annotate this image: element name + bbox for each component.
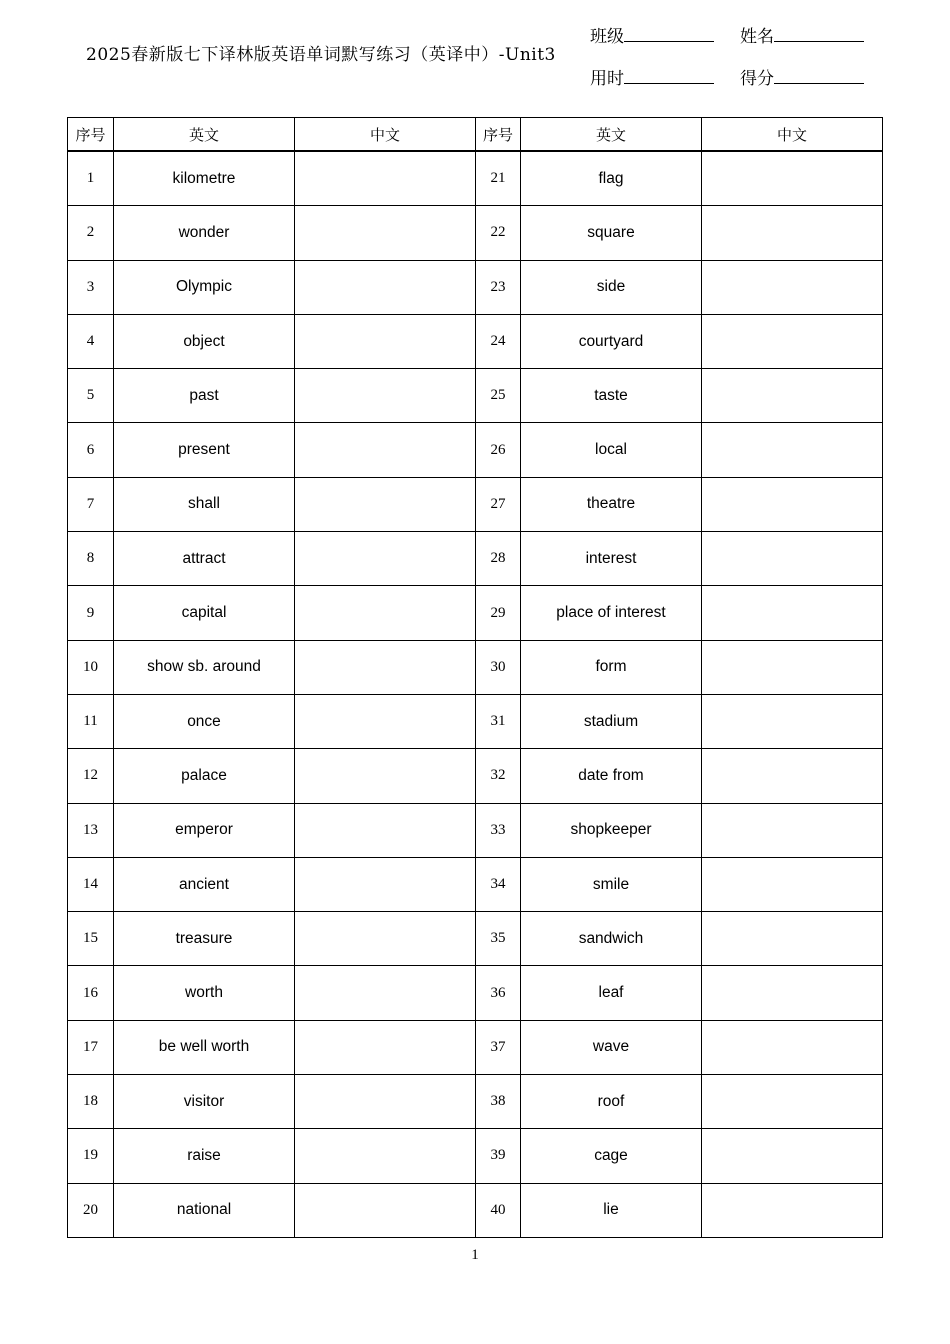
- header-english-left: 英文: [114, 118, 295, 152]
- english-word-right: square: [521, 206, 702, 260]
- chinese-answer-left[interactable]: [295, 966, 476, 1020]
- score-blank-line[interactable]: [774, 67, 864, 84]
- chinese-answer-left[interactable]: [295, 1020, 476, 1074]
- row-number-left: 5: [68, 369, 114, 423]
- english-word-left: emperor: [114, 803, 295, 857]
- row-number-right: 34: [476, 857, 521, 911]
- table-row: [68, 314, 883, 368]
- chinese-answer-left[interactable]: [295, 369, 476, 423]
- table-row: [68, 151, 883, 206]
- english-word-left: past: [114, 369, 295, 423]
- chinese-answer-left[interactable]: [295, 857, 476, 911]
- table-row: [68, 586, 883, 640]
- english-word-left: visitor: [114, 1075, 295, 1129]
- row-number-right: 30: [476, 640, 521, 694]
- table-row: [68, 1020, 883, 1074]
- english-word-right: theatre: [521, 477, 702, 531]
- table-row: [68, 1129, 883, 1183]
- row-number-right: 39: [476, 1129, 521, 1183]
- english-word-right: leaf: [521, 966, 702, 1020]
- row-number-right: 21: [476, 151, 521, 206]
- chinese-answer-left[interactable]: [295, 206, 476, 260]
- english-word-right: taste: [521, 369, 702, 423]
- english-word-left: palace: [114, 749, 295, 803]
- table-row: [68, 694, 883, 748]
- row-number-right: 28: [476, 532, 521, 586]
- header-chinese-right: 中文: [702, 118, 883, 152]
- header-number-right: 序号: [476, 118, 521, 152]
- vocabulary-table: [67, 117, 883, 1238]
- row-number-right: 27: [476, 477, 521, 531]
- chinese-answer-right[interactable]: [702, 532, 883, 586]
- english-word-left: raise: [114, 1129, 295, 1183]
- table-header-row: [68, 118, 883, 152]
- chinese-answer-right[interactable]: [702, 260, 883, 314]
- class-field: [590, 22, 714, 47]
- english-word-left: be well worth: [114, 1020, 295, 1074]
- english-word-right: lie: [521, 1183, 702, 1237]
- chinese-answer-right[interactable]: [702, 206, 883, 260]
- english-word-right: sandwich: [521, 912, 702, 966]
- english-word-left: present: [114, 423, 295, 477]
- english-word-right: flag: [521, 151, 702, 206]
- row-number-left: 13: [68, 803, 114, 857]
- row-number-right: 23: [476, 260, 521, 314]
- table-row: [68, 477, 883, 531]
- row-number-right: 37: [476, 1020, 521, 1074]
- header-number-left: 序号: [68, 118, 114, 152]
- english-word-right: date from: [521, 749, 702, 803]
- table-row: [68, 1183, 883, 1237]
- chinese-answer-left[interactable]: [295, 1129, 476, 1183]
- time-blank-line[interactable]: [624, 67, 714, 84]
- chinese-answer-right[interactable]: [702, 369, 883, 423]
- chinese-answer-left[interactable]: [295, 260, 476, 314]
- row-number-left: 7: [68, 477, 114, 531]
- row-number-right: 25: [476, 369, 521, 423]
- table-row: [68, 857, 883, 911]
- english-word-right: shopkeeper: [521, 803, 702, 857]
- chinese-answer-left[interactable]: [295, 640, 476, 694]
- chinese-answer-left[interactable]: [295, 694, 476, 748]
- english-word-left: Olympic: [114, 260, 295, 314]
- chinese-answer-left[interactable]: [295, 912, 476, 966]
- name-blank-line[interactable]: [774, 25, 864, 42]
- table-row: [68, 749, 883, 803]
- chinese-answer-left[interactable]: [295, 423, 476, 477]
- table-row: [68, 1075, 883, 1129]
- score-label: 得分: [740, 69, 774, 89]
- row-number-right: 26: [476, 423, 521, 477]
- row-number-left: 15: [68, 912, 114, 966]
- english-word-left: national: [114, 1183, 295, 1237]
- row-number-right: 36: [476, 966, 521, 1020]
- row-number-left: 6: [68, 423, 114, 477]
- table-row: [68, 369, 883, 423]
- english-word-right: place of interest: [521, 586, 702, 640]
- row-number-left: 2: [68, 206, 114, 260]
- row-number-right: 33: [476, 803, 521, 857]
- header-chinese-left: 中文: [295, 118, 476, 152]
- english-word-right: wave: [521, 1020, 702, 1074]
- row-number-right: 22: [476, 206, 521, 260]
- time-label: 用时: [590, 69, 624, 89]
- score-field: [740, 64, 864, 89]
- row-number-left: 3: [68, 260, 114, 314]
- english-word-right: interest: [521, 532, 702, 586]
- chinese-answer-right[interactable]: [702, 423, 883, 477]
- chinese-answer-right[interactable]: [702, 857, 883, 911]
- table-row: [68, 206, 883, 260]
- row-number-right: 38: [476, 1075, 521, 1129]
- english-word-right: cage: [521, 1129, 702, 1183]
- chinese-answer-left[interactable]: [295, 1183, 476, 1237]
- english-word-right: smile: [521, 857, 702, 911]
- table-row: [68, 912, 883, 966]
- name-label: 姓名: [740, 27, 774, 47]
- class-blank-line[interactable]: [624, 25, 714, 42]
- chinese-answer-right[interactable]: [702, 640, 883, 694]
- table-row: [68, 260, 883, 314]
- row-number-right: 29: [476, 586, 521, 640]
- time-field: [590, 64, 714, 89]
- english-word-left: kilometre: [114, 151, 295, 206]
- chinese-answer-right[interactable]: [702, 314, 883, 368]
- row-number-right: 31: [476, 694, 521, 748]
- name-field: [740, 22, 864, 47]
- chinese-answer-right[interactable]: [702, 151, 883, 206]
- row-number-left: 12: [68, 749, 114, 803]
- row-number-right: 35: [476, 912, 521, 966]
- chinese-answer-right[interactable]: [702, 1075, 883, 1129]
- english-word-right: stadium: [521, 694, 702, 748]
- english-word-left: worth: [114, 966, 295, 1020]
- chinese-answer-left[interactable]: [295, 314, 476, 368]
- row-number-right: 32: [476, 749, 521, 803]
- chinese-answer-right[interactable]: [702, 1183, 883, 1237]
- english-word-left: show sb. around: [114, 640, 295, 694]
- row-number-right: 40: [476, 1183, 521, 1237]
- page-number: 1: [471, 1247, 479, 1263]
- english-word-left: capital: [114, 586, 295, 640]
- chinese-answer-right[interactable]: [702, 966, 883, 1020]
- english-word-right: courtyard: [521, 314, 702, 368]
- chinese-answer-right[interactable]: [702, 749, 883, 803]
- english-word-left: object: [114, 314, 295, 368]
- row-number-left: 9: [68, 586, 114, 640]
- english-word-left: ancient: [114, 857, 295, 911]
- class-label: 班级: [590, 27, 624, 47]
- row-number-left: 1: [68, 151, 114, 206]
- table-row: [68, 803, 883, 857]
- english-word-left: treasure: [114, 912, 295, 966]
- row-number-left: 19: [68, 1129, 114, 1183]
- row-number-left: 20: [68, 1183, 114, 1237]
- table-row: [68, 423, 883, 477]
- chinese-answer-right[interactable]: [702, 1020, 883, 1074]
- table-row: [68, 532, 883, 586]
- english-word-left: once: [114, 694, 295, 748]
- row-number-left: 11: [68, 694, 114, 748]
- row-number-left: 10: [68, 640, 114, 694]
- table-row: [68, 640, 883, 694]
- row-number-left: 4: [68, 314, 114, 368]
- row-number-left: 8: [68, 532, 114, 586]
- chinese-answer-left[interactable]: [295, 532, 476, 586]
- chinese-answer-left[interactable]: [295, 749, 476, 803]
- row-number-left: 18: [68, 1075, 114, 1129]
- row-number-left: 14: [68, 857, 114, 911]
- english-word-left: wonder: [114, 206, 295, 260]
- chinese-answer-right[interactable]: [702, 803, 883, 857]
- chinese-answer-right[interactable]: [702, 586, 883, 640]
- english-word-right: roof: [521, 1075, 702, 1129]
- row-number-right: 24: [476, 314, 521, 368]
- table-row: [68, 966, 883, 1020]
- chinese-answer-right[interactable]: [702, 477, 883, 531]
- english-word-left: attract: [114, 532, 295, 586]
- english-word-left: shall: [114, 477, 295, 531]
- english-word-right: side: [521, 260, 702, 314]
- chinese-answer-left[interactable]: [295, 477, 476, 531]
- chinese-answer-left[interactable]: [295, 1075, 476, 1129]
- page-title: 2025春新版七下译林版英语单词默写练习（英译中）-Unit3: [86, 45, 556, 65]
- row-number-left: 16: [68, 966, 114, 1020]
- english-word-right: form: [521, 640, 702, 694]
- chinese-answer-right[interactable]: [702, 1129, 883, 1183]
- chinese-answer-left[interactable]: [295, 803, 476, 857]
- english-word-right: local: [521, 423, 702, 477]
- chinese-answer-left[interactable]: [295, 151, 476, 206]
- chinese-answer-right[interactable]: [702, 694, 883, 748]
- row-number-left: 17: [68, 1020, 114, 1074]
- chinese-answer-left[interactable]: [295, 586, 476, 640]
- chinese-answer-right[interactable]: [702, 912, 883, 966]
- header-english-right: 英文: [521, 118, 702, 152]
